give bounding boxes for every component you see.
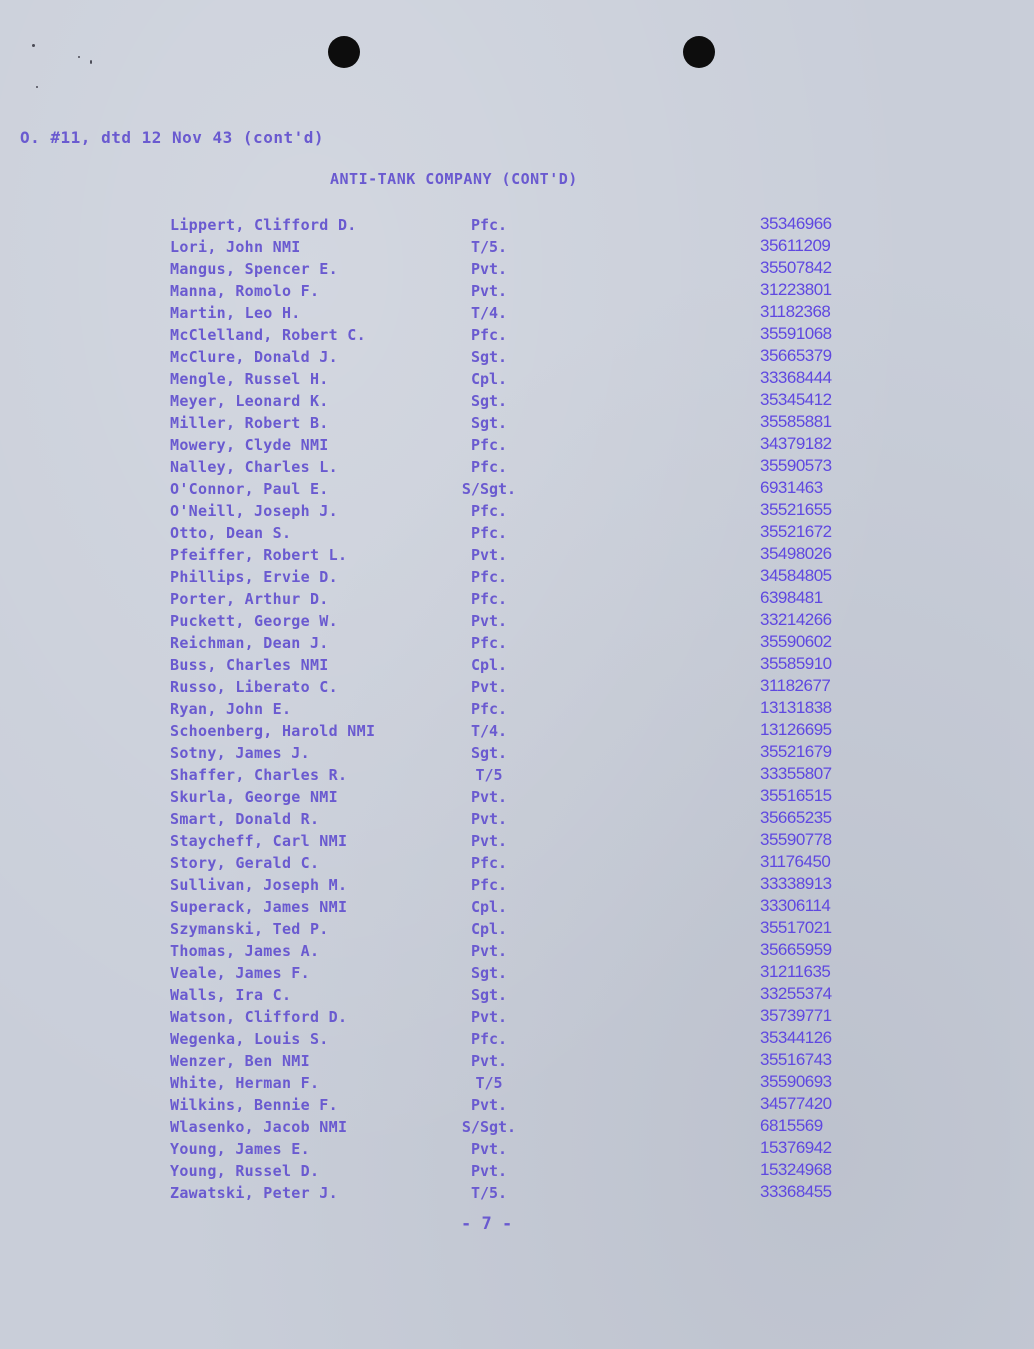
soldier-name: Wilkins, Bennie F. xyxy=(170,1096,338,1114)
soldier-rank: Pvt. xyxy=(470,788,508,806)
soldier-rank: Pfc. xyxy=(470,216,508,234)
serial-number: 35344126 xyxy=(760,1028,832,1047)
soldier-name: Young, Russel D. xyxy=(170,1162,320,1180)
soldier-name: Sullivan, Joseph M. xyxy=(170,876,348,894)
soldier-rank: Pfc. xyxy=(470,634,508,652)
soldier-name: Veale, James F. xyxy=(170,964,310,982)
soldier-rank: Sgt. xyxy=(470,744,508,762)
soldier-rank: Pfc. xyxy=(470,524,508,542)
roster-row xyxy=(170,874,890,896)
soldier-rank: Pvt. xyxy=(470,260,508,278)
roster-row xyxy=(170,280,890,302)
roster-row xyxy=(170,1160,890,1182)
soldier-rank: Pfc. xyxy=(470,854,508,872)
serial-number: 35521672 xyxy=(760,522,832,541)
roster-row xyxy=(170,1006,890,1028)
soldier-rank: Pvt. xyxy=(470,1140,508,1158)
soldier-rank: Pvt. xyxy=(470,942,508,960)
soldier-name: Mengle, Russel H. xyxy=(170,370,329,388)
serial-number: 35739771 xyxy=(760,1006,832,1025)
roster-row xyxy=(170,390,890,412)
soldier-rank: Pvt. xyxy=(470,1096,508,1114)
roster-row xyxy=(170,940,890,962)
serial-number: 31182677 xyxy=(760,676,831,695)
serial-number: 35590602 xyxy=(760,632,832,651)
roster-row xyxy=(170,566,890,588)
soldier-name: Lippert, Clifford D. xyxy=(170,216,357,234)
serial-number: 31223801 xyxy=(760,280,832,299)
soldier-name: Schoenberg, Harold NMI xyxy=(170,722,376,740)
serial-number: 35590778 xyxy=(760,830,832,849)
soldier-name: McClelland, Robert C. xyxy=(170,326,366,344)
soldier-rank: T/5. xyxy=(470,238,508,256)
serial-number: 33255374 xyxy=(760,984,832,1003)
soldier-name: Reichman, Dean J. xyxy=(170,634,329,652)
soldier-rank: Pfc. xyxy=(470,326,508,344)
roster-row xyxy=(170,742,890,764)
soldier-name: Nalley, Charles L. xyxy=(170,458,338,476)
soldier-name: Buss, Charles NMI xyxy=(170,656,329,674)
serial-number: 35590573 xyxy=(760,456,832,475)
serial-number: 15324968 xyxy=(760,1160,832,1179)
soldier-name: Manna, Romolo F. xyxy=(170,282,320,300)
roster-row xyxy=(170,544,890,566)
serial-number: 35585910 xyxy=(760,654,832,673)
serial-number: 31182368 xyxy=(760,302,831,321)
serial-number: 31211635 xyxy=(760,962,831,981)
roster-row xyxy=(170,302,890,324)
soldier-rank: T/5 xyxy=(475,1074,503,1092)
serial-number: 35346966 xyxy=(760,214,832,233)
soldier-rank: Sgt. xyxy=(470,986,508,1004)
soldier-name: Zawatski, Peter J. xyxy=(170,1184,338,1202)
roster-row xyxy=(170,412,890,434)
paper-speck xyxy=(78,56,80,58)
serial-number: 35498026 xyxy=(760,544,832,563)
serial-number: 33355807 xyxy=(760,764,832,783)
serial-number: 6815569 xyxy=(760,1116,823,1135)
soldier-name: Watson, Clifford D. xyxy=(170,1008,348,1026)
roster-row xyxy=(170,1138,890,1160)
roster-row xyxy=(170,588,890,610)
soldier-name: Mowery, Clyde NMI xyxy=(170,436,329,454)
serial-number: 33368455 xyxy=(760,1182,832,1201)
roster-row xyxy=(170,610,890,632)
roster-row xyxy=(170,434,890,456)
soldier-rank: Pvt. xyxy=(470,612,508,630)
serial-number: 35665235 xyxy=(760,808,832,827)
serial-number: 33338913 xyxy=(760,874,832,893)
soldier-name: Skurla, George NMI xyxy=(170,788,338,806)
roster-row xyxy=(170,720,890,742)
soldier-rank: Pfc. xyxy=(470,502,508,520)
soldier-rank: Pvt. xyxy=(470,1052,508,1070)
roster-row xyxy=(170,258,890,280)
roster-row xyxy=(170,918,890,940)
soldier-name: Thomas, James A. xyxy=(170,942,320,960)
serial-number: 35516743 xyxy=(760,1050,832,1069)
roster-row xyxy=(170,456,890,478)
roster-row xyxy=(170,676,890,698)
roster-row xyxy=(170,522,890,544)
order-reference: O. #11, dtd 12 Nov 43 (cont'd) xyxy=(20,128,324,147)
soldier-name: Miller, Robert B. xyxy=(170,414,329,432)
soldier-name: Szymanski, Ted P. xyxy=(170,920,329,938)
soldier-name: Mangus, Spencer E. xyxy=(170,260,338,278)
soldier-rank: Pfc. xyxy=(470,458,508,476)
serial-number: 35590693 xyxy=(760,1072,832,1091)
soldier-rank: Pvt. xyxy=(470,1008,508,1026)
serial-number: 35517021 xyxy=(760,918,832,937)
soldier-rank: T/5. xyxy=(470,1184,508,1202)
soldier-name: Phillips, Ervie D. xyxy=(170,568,338,586)
serial-number: 13131838 xyxy=(760,698,832,717)
serial-number: 35507842 xyxy=(760,258,832,277)
serial-number: 35665959 xyxy=(760,940,832,959)
roster-row xyxy=(170,1182,890,1204)
serial-number: 35345412 xyxy=(760,390,832,409)
punch-hole-right xyxy=(683,36,715,68)
serial-number: 6931463 xyxy=(760,478,823,497)
paper-speck xyxy=(36,86,38,88)
roster-row xyxy=(170,236,890,258)
roster-row xyxy=(170,324,890,346)
soldier-name: McClure, Donald J. xyxy=(170,348,338,366)
roster-row xyxy=(170,1028,890,1050)
serial-number: 35521655 xyxy=(760,500,832,519)
paper-speck xyxy=(90,60,92,64)
serial-number: 15376942 xyxy=(760,1138,832,1157)
soldier-rank: Pvt. xyxy=(470,832,508,850)
company-heading: ANTI-TANK COMPANY (CONT'D) xyxy=(330,170,578,188)
soldier-rank: T/4. xyxy=(470,304,508,322)
soldier-name: Shaffer, Charles R. xyxy=(170,766,348,784)
soldier-name: Pfeiffer, Robert L. xyxy=(170,546,348,564)
roster-row xyxy=(170,808,890,830)
roster-row xyxy=(170,368,890,390)
serial-number: 6398481 xyxy=(760,588,823,607)
soldier-name: Wenzer, Ben NMI xyxy=(170,1052,310,1070)
soldier-rank: Pfc. xyxy=(470,1030,508,1048)
paper-speck xyxy=(32,44,35,47)
soldier-rank: Pfc. xyxy=(470,700,508,718)
page-number: - 7 - xyxy=(461,1214,513,1234)
serial-number: 33214266 xyxy=(760,610,832,629)
soldier-rank: Cpl. xyxy=(470,370,508,388)
soldier-rank: Pfc. xyxy=(470,590,508,608)
roster-row xyxy=(170,1094,890,1116)
soldier-name: Sotny, James J. xyxy=(170,744,310,762)
soldier-name: Superack, James NMI xyxy=(170,898,348,916)
soldier-rank: Sgt. xyxy=(470,392,508,410)
soldier-rank: Cpl. xyxy=(470,898,508,916)
soldier-rank: Pfc. xyxy=(470,568,508,586)
soldier-name: Smart, Donald R. xyxy=(170,810,320,828)
soldier-name: Meyer, Leonard K. xyxy=(170,392,329,410)
soldier-name: O'Connor, Paul E. xyxy=(170,480,329,498)
serial-number: 35516515 xyxy=(760,786,832,805)
soldier-rank: Cpl. xyxy=(470,656,508,674)
roster-row xyxy=(170,1050,890,1072)
serial-number: 35521679 xyxy=(760,742,832,761)
soldier-rank: Pvt. xyxy=(470,678,508,696)
soldier-rank: Cpl. xyxy=(470,920,508,938)
soldier-name: Lori, John NMI xyxy=(170,238,301,256)
soldier-rank: Sgt. xyxy=(470,414,508,432)
soldier-name: Young, James E. xyxy=(170,1140,310,1158)
soldier-rank: Pvt. xyxy=(470,546,508,564)
soldier-name: Ryan, John E. xyxy=(170,700,292,718)
soldier-name: Puckett, George W. xyxy=(170,612,338,630)
roster-row xyxy=(170,654,890,676)
roster-row xyxy=(170,764,890,786)
serial-number: 35591068 xyxy=(760,324,832,343)
serial-number: 35665379 xyxy=(760,346,832,365)
soldier-rank: S/Sgt. xyxy=(461,1118,517,1136)
roster-row xyxy=(170,346,890,368)
roster-row xyxy=(170,852,890,874)
roster-row xyxy=(170,786,890,808)
soldier-rank: Pvt. xyxy=(470,810,508,828)
soldier-name: White, Herman F. xyxy=(170,1074,320,1092)
roster-row xyxy=(170,962,890,984)
serial-number: 13126695 xyxy=(760,720,832,739)
roster-row xyxy=(170,984,890,1006)
serial-number: 33368444 xyxy=(760,368,832,387)
soldier-name: Story, Gerald C. xyxy=(170,854,320,872)
serial-number: 34577420 xyxy=(760,1094,832,1113)
soldier-name: Porter, Arthur D. xyxy=(170,590,329,608)
roster-row xyxy=(170,1072,890,1094)
roster-row xyxy=(170,500,890,522)
roster-row xyxy=(170,1116,890,1138)
soldier-name: Walls, Ira C. xyxy=(170,986,292,1004)
serial-number: 35611209 xyxy=(760,236,831,255)
roster-row xyxy=(170,478,890,500)
soldier-rank: Pvt. xyxy=(470,1162,508,1180)
soldier-name: Wegenka, Louis S. xyxy=(170,1030,329,1048)
soldier-rank: Pvt. xyxy=(470,282,508,300)
punch-hole-left xyxy=(328,36,360,68)
roster-row xyxy=(170,830,890,852)
soldier-rank: S/Sgt. xyxy=(461,480,517,498)
soldier-rank: Pfc. xyxy=(470,876,508,894)
roster-row xyxy=(170,698,890,720)
soldier-rank: Sgt. xyxy=(470,348,508,366)
soldier-name: Otto, Dean S. xyxy=(170,524,292,542)
roster-row xyxy=(170,214,890,236)
roster-list xyxy=(170,214,890,1204)
serial-number: 31176450 xyxy=(760,852,831,871)
soldier-rank: T/5 xyxy=(475,766,503,784)
serial-number: 35585881 xyxy=(760,412,832,431)
roster-row xyxy=(170,632,890,654)
serial-number: 34379182 xyxy=(760,434,832,453)
soldier-name: Martin, Leo H. xyxy=(170,304,301,322)
roster-row xyxy=(170,896,890,918)
soldier-name: Staycheff, Carl NMI xyxy=(170,832,348,850)
soldier-rank: Sgt. xyxy=(470,964,508,982)
soldier-name: Wlasenko, Jacob NMI xyxy=(170,1118,348,1136)
soldier-rank: Pfc. xyxy=(470,436,508,454)
serial-number: 34584805 xyxy=(760,566,832,585)
soldier-name: O'Neill, Joseph J. xyxy=(170,502,338,520)
soldier-rank: T/4. xyxy=(470,722,508,740)
serial-number: 33306114 xyxy=(760,896,831,915)
soldier-name: Russo, Liberato C. xyxy=(170,678,338,696)
